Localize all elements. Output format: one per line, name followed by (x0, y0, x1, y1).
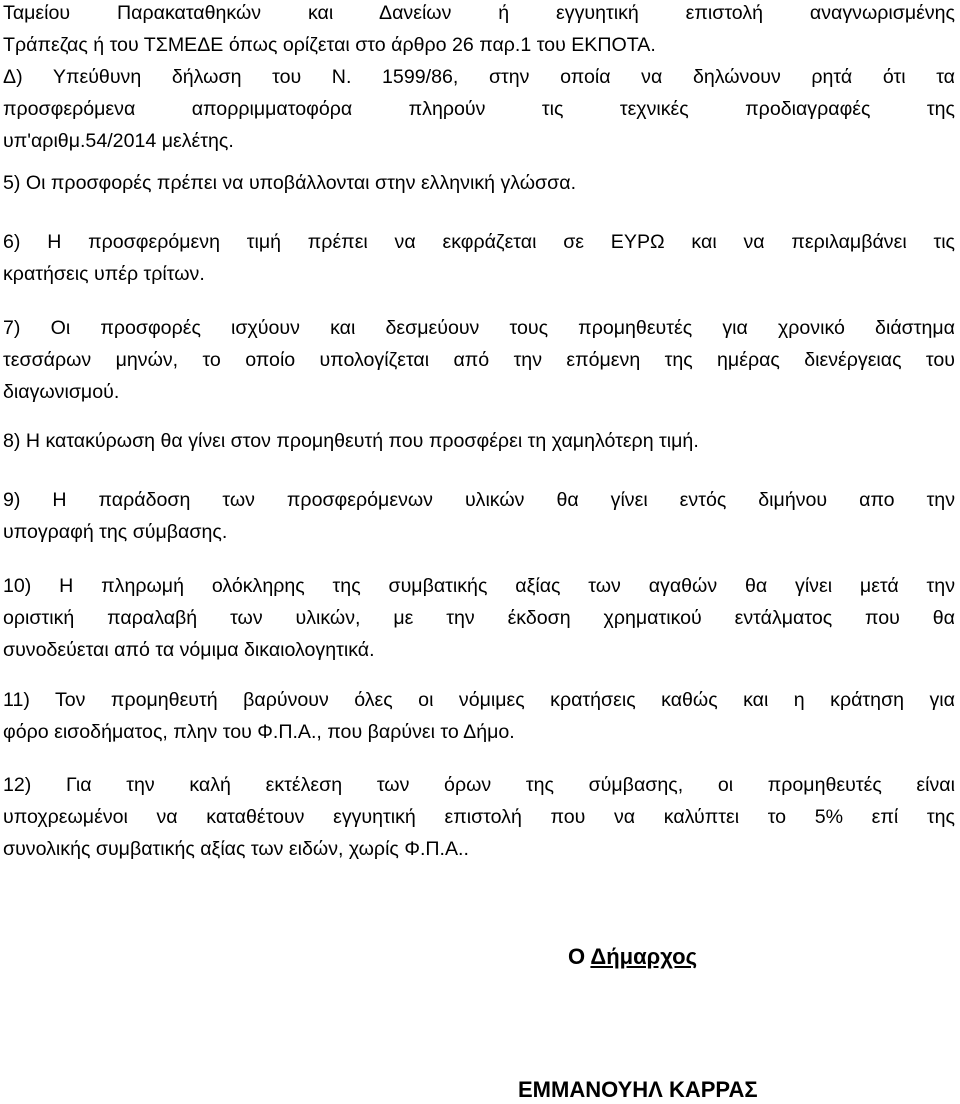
text-line: 8) Η κατακύρωση θα γίνει στον προμηθευτή που προσφέρει τη χαμηλότερη τιμή. (3, 430, 699, 452)
intro-paragraph (3, 0, 955, 157)
text-line: 5) Οι προσφορές πρέπει να υποβάλλονται στην ελληνική γλώσσα. (3, 172, 577, 194)
clause-10 (3, 570, 955, 666)
text-line: 9) Η παράδοση των προσφερόμενων υλικών θα γίνει εντός διμήνου απο την (3, 489, 955, 511)
text-line: 11) Τον προμηθευτή βαρύνουν όλες οι νόμιμες κρατήσεις καθώς και η κράτηση για (3, 689, 955, 711)
clause-5 (3, 167, 955, 199)
text-line: φόρο εισοδήματος, πλην του Φ.Π.Α., που βαρύνει το Δήμο. (3, 721, 515, 743)
text-line: υποχρεωμένοι να καταθέτουν εγγυητική επιστολή που να καλύπτει το 5% επί της (3, 806, 955, 828)
clause-9 (3, 484, 955, 548)
text-line: 7) Οι προσφορές ισχύουν και δεσμεύουν τους προμηθευτές για χρονικό διάστημα (3, 317, 955, 339)
clause-6 (3, 226, 955, 290)
text-line: συνολικής συμβατικής αξίας των ειδών, χωρίς Φ.Π.Α.. (3, 838, 469, 860)
signature-title (568, 943, 697, 971)
signature-role: Δήμαρχος (590, 944, 698, 969)
text-line: συνοδεύεται από τα νόμιμα δικαιολογητικά. (3, 639, 375, 661)
text-line: διαγωνισμού. (3, 381, 120, 403)
text-line: 10) Η πληρωμή ολόκληρης της συμβατικής αξίας των αγαθών θα γίνει μετά την (3, 575, 955, 597)
text-line: κρατήσεις υπέρ τρίτων. (3, 263, 205, 285)
text-line: οριστική παραλαβή των υλικών, με την έκδοση χρηματικού εντάλματος που θα (3, 607, 955, 629)
clause-11 (3, 684, 955, 748)
clause-8 (3, 425, 955, 457)
text-line: υπ'αριθμ.54/2014 μελέτης. (3, 130, 234, 152)
text-line: τεσσάρων μηνών, το οποίο υπολογίζεται από την επόμενη της ημέρας διενέργειας του (3, 349, 955, 371)
text-line: Δ) Υπεύθυνη δήλωση του Ν. 1599/86, στην οποία να δηλώνουν ρητά ότι τα (3, 66, 955, 88)
signature-article: Ο (568, 944, 586, 969)
text-line: 12) Για την καλή εκτέλεση των όρων της σύμβασης, οι προμηθευτές είναι (3, 774, 955, 796)
text-line: προσφερόμενα απορριμματοφόρα πληρούν τις τεχνικές προδιαγραφές της (3, 98, 955, 120)
text-line: υπογραφή της σύμβασης. (3, 521, 228, 543)
clause-7 (3, 312, 955, 408)
signatory-name: ΕΜΜΑΝΟΥΗΛ ΚΑΡΡΑΣ (518, 1077, 758, 1102)
clause-12 (3, 769, 955, 865)
text-line: 6) Η προσφερόμενη τιμή πρέπει να εκφράζεται σε ΕΥΡΩ και να περιλαμβάνει τις (3, 231, 955, 253)
text-line: Τράπεζας ή του ΤΣΜΕΔΕ όπως ορίζεται στο άρθρο 26 παρ.1 του ΕΚΠΟΤΑ. (3, 34, 656, 56)
text-line: Ταμείου Παρακαταθηκών και Δανείων ή εγγυητική επιστολή αναγνωρισμένης (3, 2, 955, 24)
